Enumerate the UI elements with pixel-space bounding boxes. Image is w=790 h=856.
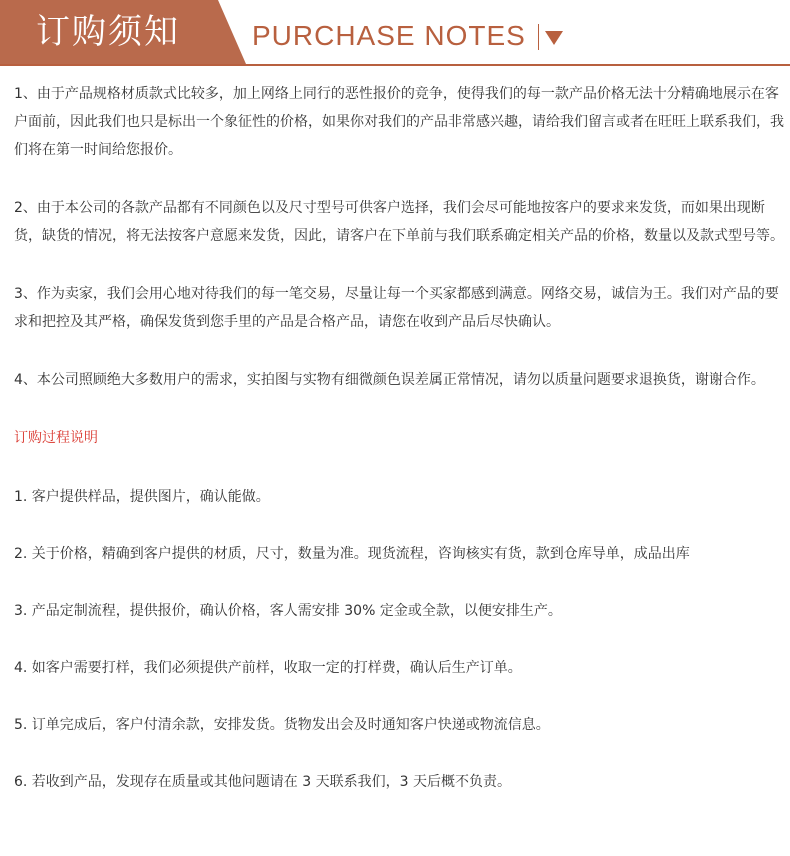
page-title-chinese: 订购须知 <box>36 12 180 52</box>
process-step-2: 2. 关于价格，精确到客户提供的材质，尺寸，数量为准。现货流程，咨询核实有货，款到仓库导单，成品出库 <box>14 546 690 562</box>
header-underline <box>0 64 790 66</box>
note-paragraph-1: 1、由于产品规格材质款式比较多，加上网络上同行的恶性报价的竞争，使得我们的每一款产品价格无法十分精确地展示在客户面前，因此我们也只是标出一个象征性的价格，如果你对我们的产品非常感兴趣，请给我们留言或者在旺旺上联系我们，我们将在第一时间给您报价。 <box>14 86 784 158</box>
process-step-1: 1. 客户提供样品，提供图片，确认能做。 <box>14 489 270 505</box>
note-paragraph-2: 2、由于本公司的各款产品都有不同颜色以及尺寸型号可供客户选择，我们会尽可能地按客户的要求来发货，而如果出现断货，缺货的情况，将无法按客户意愿来发货，因此，请客户在下单前与我们联系确定相关产品的价格，数量以及款式型号等。 <box>14 200 784 244</box>
notes-content <box>14 80 786 825</box>
note-paragraph-3: 3、作为卖家，我们会用心地对待我们的每一笔交易，尽量让每一个买家都感到满意。网络交易，诚信为王。我们对产品的要求和把控及其严格，确保发货到您手里的产品是合格产品，请您在收到产品后尽快确认。 <box>14 286 779 330</box>
triangle-down-icon <box>545 31 563 45</box>
title-divider <box>538 24 539 50</box>
process-step-3: 3. 产品定制流程，提供报价，确认价格，客人需安排 30% 定金或全款，以便安排生产。 <box>14 603 562 619</box>
note-paragraph-4: 4、本公司照顾绝大多数用户的需求，实拍图与实物有细微颜色误差属正常情况，请勿以质量问题要求退换货，谢谢合作。 <box>14 372 765 388</box>
process-step-5: 5. 订单完成后，客户付清余款，安排发货。货物发出会及时通知客户快递或物流信息。 <box>14 717 550 733</box>
page-header <box>0 0 790 68</box>
process-step-6: 6. 若收到产品，发现存在质量或其他问题请在 3 天联系我们，3 天后概不负责。 <box>14 774 511 790</box>
process-section-title: 订购过程说明 <box>14 430 98 446</box>
process-step-4: 4. 如客户需要打样，我们必须提供产前样，收取一定的打样费，确认后生产订单。 <box>14 660 522 676</box>
page-title-english: PURCHASE NOTES <box>252 20 526 51</box>
